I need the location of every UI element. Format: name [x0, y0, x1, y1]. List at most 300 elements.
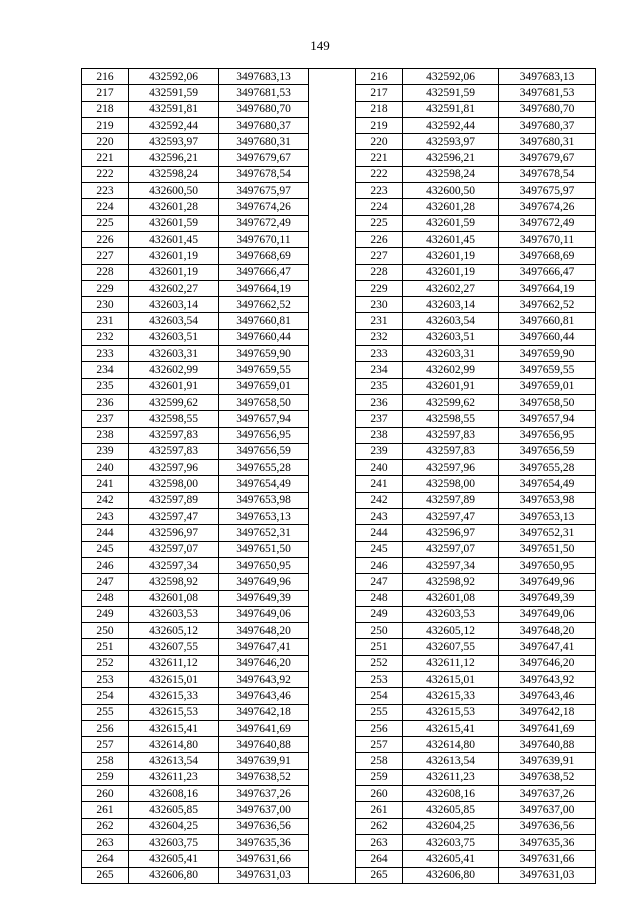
right-x-coordinate-cell: 432601,91: [403, 378, 499, 394]
table-row: [82, 134, 596, 150]
left-y-coordinate-cell: 3497681,53: [219, 85, 309, 101]
left-y-coordinate-cell: 3497660,44: [219, 329, 309, 345]
left-point-number-cell: 219: [82, 117, 129, 133]
right-x-coordinate-cell: 432615,53: [403, 704, 499, 720]
left-point-number-cell: 260: [82, 786, 129, 802]
column-gap: [309, 411, 356, 427]
table-row: [82, 851, 596, 867]
left-x-coordinate-cell: 432615,01: [129, 671, 219, 687]
left-y-coordinate-cell: 3497641,69: [219, 720, 309, 736]
table-row: [82, 655, 596, 671]
left-x-coordinate-cell: 432607,55: [129, 639, 219, 655]
left-x-coordinate-cell: 432603,14: [129, 297, 219, 313]
right-x-coordinate-cell: 432615,33: [403, 688, 499, 704]
left-y-coordinate-cell: 3497680,70: [219, 101, 309, 117]
right-point-number-cell: 257: [356, 737, 403, 753]
left-y-coordinate-cell: 3497652,31: [219, 525, 309, 541]
table-row: [82, 69, 596, 85]
column-gap: [309, 85, 356, 101]
right-x-coordinate-cell: 432591,81: [403, 101, 499, 117]
left-point-number-cell: 246: [82, 557, 129, 573]
column-gap: [309, 541, 356, 557]
right-y-coordinate-cell: 3497639,91: [499, 753, 596, 769]
column-gap: [309, 834, 356, 850]
left-x-coordinate-cell: 432597,34: [129, 557, 219, 573]
right-y-coordinate-cell: 3497652,31: [499, 525, 596, 541]
left-point-number-cell: 216: [82, 69, 129, 85]
left-x-coordinate-cell: 432597,83: [129, 443, 219, 459]
right-x-coordinate-cell: 432611,23: [403, 769, 499, 785]
left-point-number-cell: 262: [82, 818, 129, 834]
right-x-coordinate-cell: 432605,41: [403, 851, 499, 867]
right-y-coordinate-cell: 3497637,26: [499, 786, 596, 802]
column-gap: [309, 117, 356, 133]
right-y-coordinate-cell: 3497637,00: [499, 802, 596, 818]
table-row: [82, 280, 596, 296]
column-gap: [309, 704, 356, 720]
left-point-number-cell: 231: [82, 313, 129, 329]
table-row: [82, 590, 596, 606]
left-y-coordinate-cell: 3497680,31: [219, 134, 309, 150]
column-gap: [309, 818, 356, 834]
right-x-coordinate-cell: 432603,54: [403, 313, 499, 329]
right-x-coordinate-cell: 432593,97: [403, 134, 499, 150]
right-point-number-cell: 244: [356, 525, 403, 541]
right-point-number-cell: 232: [356, 329, 403, 345]
right-point-number-cell: 224: [356, 199, 403, 215]
left-point-number-cell: 242: [82, 492, 129, 508]
column-gap: [309, 280, 356, 296]
right-point-number-cell: 223: [356, 183, 403, 199]
left-x-coordinate-cell: 432592,44: [129, 117, 219, 133]
right-x-coordinate-cell: 432592,06: [403, 69, 499, 85]
right-x-coordinate-cell: 432601,28: [403, 199, 499, 215]
right-point-number-cell: 262: [356, 818, 403, 834]
right-y-coordinate-cell: 3497678,54: [499, 166, 596, 182]
table-row: [82, 215, 596, 231]
left-point-number-cell: 259: [82, 769, 129, 785]
right-point-number-cell: 229: [356, 280, 403, 296]
column-gap: [309, 313, 356, 329]
left-point-number-cell: 230: [82, 297, 129, 313]
right-point-number-cell: 228: [356, 264, 403, 280]
right-y-coordinate-cell: 3497649,39: [499, 590, 596, 606]
left-x-coordinate-cell: 432611,23: [129, 769, 219, 785]
table-row: [82, 411, 596, 427]
left-y-coordinate-cell: 3497647,41: [219, 639, 309, 655]
left-y-coordinate-cell: 3497675,97: [219, 183, 309, 199]
right-point-number-cell: 247: [356, 574, 403, 590]
table-row: [82, 867, 596, 883]
left-point-number-cell: 249: [82, 606, 129, 622]
right-point-number-cell: 260: [356, 786, 403, 802]
right-point-number-cell: 234: [356, 362, 403, 378]
right-x-coordinate-cell: 432597,83: [403, 443, 499, 459]
column-gap: [309, 362, 356, 378]
right-point-number-cell: 263: [356, 834, 403, 850]
table-row: [82, 231, 596, 247]
left-point-number-cell: 232: [82, 329, 129, 345]
column-gap: [309, 867, 356, 883]
column-gap: [309, 427, 356, 443]
column-gap: [309, 394, 356, 410]
table-row: [82, 639, 596, 655]
left-y-coordinate-cell: 3497650,95: [219, 557, 309, 573]
left-x-coordinate-cell: 432601,28: [129, 199, 219, 215]
left-x-coordinate-cell: 432602,99: [129, 362, 219, 378]
right-y-coordinate-cell: 3497664,19: [499, 280, 596, 296]
table-row: [82, 671, 596, 687]
right-x-coordinate-cell: 432597,34: [403, 557, 499, 573]
right-y-coordinate-cell: 3497631,03: [499, 867, 596, 883]
right-x-coordinate-cell: 432598,24: [403, 166, 499, 182]
left-y-coordinate-cell: 3497683,13: [219, 69, 309, 85]
left-y-coordinate-cell: 3497649,39: [219, 590, 309, 606]
right-y-coordinate-cell: 3497636,56: [499, 818, 596, 834]
right-x-coordinate-cell: 432597,47: [403, 509, 499, 525]
left-y-coordinate-cell: 3497664,19: [219, 280, 309, 296]
left-x-coordinate-cell: 432597,47: [129, 509, 219, 525]
right-x-coordinate-cell: 432600,50: [403, 183, 499, 199]
left-point-number-cell: 241: [82, 476, 129, 492]
right-point-number-cell: 225: [356, 215, 403, 231]
left-y-coordinate-cell: 3497679,67: [219, 150, 309, 166]
right-x-coordinate-cell: 432596,97: [403, 525, 499, 541]
right-x-coordinate-cell: 432598,92: [403, 574, 499, 590]
right-x-coordinate-cell: 432615,01: [403, 671, 499, 687]
left-point-number-cell: 217: [82, 85, 129, 101]
left-y-coordinate-cell: 3497659,01: [219, 378, 309, 394]
right-y-coordinate-cell: 3497653,13: [499, 509, 596, 525]
left-point-number-cell: 227: [82, 248, 129, 264]
right-x-coordinate-cell: 432613,54: [403, 753, 499, 769]
right-x-coordinate-cell: 432607,55: [403, 639, 499, 655]
right-point-number-cell: 265: [356, 867, 403, 883]
column-gap: [309, 851, 356, 867]
column-gap: [309, 753, 356, 769]
right-point-number-cell: 220: [356, 134, 403, 150]
table-row: [82, 492, 596, 508]
table-row: [82, 688, 596, 704]
right-x-coordinate-cell: 432601,08: [403, 590, 499, 606]
left-point-number-cell: 255: [82, 704, 129, 720]
left-point-number-cell: 235: [82, 378, 129, 394]
right-x-coordinate-cell: 432602,99: [403, 362, 499, 378]
right-point-number-cell: 219: [356, 117, 403, 133]
left-point-number-cell: 265: [82, 867, 129, 883]
right-y-coordinate-cell: 3497680,37: [499, 117, 596, 133]
right-y-coordinate-cell: 3497641,69: [499, 720, 596, 736]
right-point-number-cell: 216: [356, 69, 403, 85]
right-x-coordinate-cell: 432603,53: [403, 606, 499, 622]
left-x-coordinate-cell: 432601,91: [129, 378, 219, 394]
left-x-coordinate-cell: 432597,96: [129, 460, 219, 476]
left-y-coordinate-cell: 3497649,06: [219, 606, 309, 622]
table-row: [82, 101, 596, 117]
column-gap: [309, 720, 356, 736]
column-gap: [309, 590, 356, 606]
right-x-coordinate-cell: 432599,62: [403, 394, 499, 410]
left-y-coordinate-cell: 3497643,46: [219, 688, 309, 704]
right-y-coordinate-cell: 3497659,01: [499, 378, 596, 394]
right-point-number-cell: 218: [356, 101, 403, 117]
left-x-coordinate-cell: 432611,12: [129, 655, 219, 671]
table-row: [82, 346, 596, 362]
left-point-number-cell: 252: [82, 655, 129, 671]
left-x-coordinate-cell: 432603,31: [129, 346, 219, 362]
right-y-coordinate-cell: 3497683,13: [499, 69, 596, 85]
left-x-coordinate-cell: 432601,59: [129, 215, 219, 231]
column-gap: [309, 346, 356, 362]
column-gap: [309, 606, 356, 622]
column-gap: [309, 183, 356, 199]
right-y-coordinate-cell: 3497650,95: [499, 557, 596, 573]
column-gap: [309, 476, 356, 492]
left-x-coordinate-cell: 432591,59: [129, 85, 219, 101]
right-x-coordinate-cell: 432602,27: [403, 280, 499, 296]
right-y-coordinate-cell: 3497649,96: [499, 574, 596, 590]
right-y-coordinate-cell: 3497666,47: [499, 264, 596, 280]
right-point-number-cell: 217: [356, 85, 403, 101]
left-x-coordinate-cell: 432598,00: [129, 476, 219, 492]
left-y-coordinate-cell: 3497659,55: [219, 362, 309, 378]
left-x-coordinate-cell: 432603,54: [129, 313, 219, 329]
left-point-number-cell: 239: [82, 443, 129, 459]
right-point-number-cell: 221: [356, 150, 403, 166]
left-point-number-cell: 261: [82, 802, 129, 818]
right-x-coordinate-cell: 432603,75: [403, 834, 499, 850]
right-y-coordinate-cell: 3497640,88: [499, 737, 596, 753]
right-y-coordinate-cell: 3497672,49: [499, 215, 596, 231]
column-gap: [309, 671, 356, 687]
left-x-coordinate-cell: 432598,24: [129, 166, 219, 182]
left-x-coordinate-cell: 432592,06: [129, 69, 219, 85]
right-y-coordinate-cell: 3497648,20: [499, 623, 596, 639]
left-y-coordinate-cell: 3497653,98: [219, 492, 309, 508]
left-x-coordinate-cell: 432606,80: [129, 867, 219, 883]
coordinates-table: [81, 68, 596, 884]
right-x-coordinate-cell: 432603,51: [403, 329, 499, 345]
table-row: [82, 525, 596, 541]
right-y-coordinate-cell: 3497656,59: [499, 443, 596, 459]
table-row: [82, 574, 596, 590]
right-y-coordinate-cell: 3497646,20: [499, 655, 596, 671]
right-point-number-cell: 238: [356, 427, 403, 443]
left-point-number-cell: 251: [82, 639, 129, 655]
left-x-coordinate-cell: 432608,16: [129, 786, 219, 802]
right-x-coordinate-cell: 432605,85: [403, 802, 499, 818]
column-gap: [309, 655, 356, 671]
left-y-coordinate-cell: 3497639,91: [219, 753, 309, 769]
right-point-number-cell: 249: [356, 606, 403, 622]
page-number: 149: [310, 38, 330, 53]
right-point-number-cell: 233: [356, 346, 403, 362]
right-y-coordinate-cell: 3497662,52: [499, 297, 596, 313]
right-x-coordinate-cell: 432601,59: [403, 215, 499, 231]
left-y-coordinate-cell: 3497666,47: [219, 264, 309, 280]
column-gap: [309, 215, 356, 231]
right-x-coordinate-cell: 432608,16: [403, 786, 499, 802]
table-row: [82, 166, 596, 182]
table-row: [82, 150, 596, 166]
right-x-coordinate-cell: 432601,19: [403, 248, 499, 264]
left-y-coordinate-cell: 3497651,50: [219, 541, 309, 557]
left-point-number-cell: 263: [82, 834, 129, 850]
column-gap: [309, 150, 356, 166]
left-point-number-cell: 245: [82, 541, 129, 557]
right-y-coordinate-cell: 3497658,50: [499, 394, 596, 410]
left-point-number-cell: 236: [82, 394, 129, 410]
right-point-number-cell: 222: [356, 166, 403, 182]
right-point-number-cell: 256: [356, 720, 403, 736]
table-row: [82, 313, 596, 329]
left-point-number-cell: 228: [82, 264, 129, 280]
right-y-coordinate-cell: 3497643,46: [499, 688, 596, 704]
right-x-coordinate-cell: 432592,44: [403, 117, 499, 133]
table-row: [82, 753, 596, 769]
left-y-coordinate-cell: 3497656,95: [219, 427, 309, 443]
right-point-number-cell: 264: [356, 851, 403, 867]
right-y-coordinate-cell: 3497649,06: [499, 606, 596, 622]
table-row: [82, 329, 596, 345]
left-x-coordinate-cell: 432603,51: [129, 329, 219, 345]
column-gap: [309, 509, 356, 525]
left-y-coordinate-cell: 3497670,11: [219, 231, 309, 247]
left-x-coordinate-cell: 432600,50: [129, 183, 219, 199]
table-row: [82, 378, 596, 394]
left-x-coordinate-cell: 432596,21: [129, 150, 219, 166]
column-gap: [309, 329, 356, 345]
left-y-coordinate-cell: 3497656,59: [219, 443, 309, 459]
right-point-number-cell: 250: [356, 623, 403, 639]
column-gap: [309, 166, 356, 182]
right-point-number-cell: 251: [356, 639, 403, 655]
column-gap: [309, 378, 356, 394]
column-gap: [309, 574, 356, 590]
left-point-number-cell: 223: [82, 183, 129, 199]
left-point-number-cell: 257: [82, 737, 129, 753]
right-y-coordinate-cell: 3497680,31: [499, 134, 596, 150]
left-point-number-cell: 234: [82, 362, 129, 378]
left-point-number-cell: 225: [82, 215, 129, 231]
left-y-coordinate-cell: 3497646,20: [219, 655, 309, 671]
right-point-number-cell: 253: [356, 671, 403, 687]
right-y-coordinate-cell: 3497643,92: [499, 671, 596, 687]
left-y-coordinate-cell: 3497674,26: [219, 199, 309, 215]
right-y-coordinate-cell: 3497653,98: [499, 492, 596, 508]
left-point-number-cell: 233: [82, 346, 129, 362]
column-gap: [309, 786, 356, 802]
right-x-coordinate-cell: 432611,12: [403, 655, 499, 671]
left-point-number-cell: 240: [82, 460, 129, 476]
left-point-number-cell: 264: [82, 851, 129, 867]
right-point-number-cell: 230: [356, 297, 403, 313]
right-x-coordinate-cell: 432598,55: [403, 411, 499, 427]
left-x-coordinate-cell: 432597,89: [129, 492, 219, 508]
right-y-coordinate-cell: 3497681,53: [499, 85, 596, 101]
left-x-coordinate-cell: 432599,62: [129, 394, 219, 410]
right-y-coordinate-cell: 3497659,55: [499, 362, 596, 378]
right-y-coordinate-cell: 3497642,18: [499, 704, 596, 720]
left-y-coordinate-cell: 3497636,56: [219, 818, 309, 834]
table-row: [82, 737, 596, 753]
left-point-number-cell: 248: [82, 590, 129, 606]
table-row: [82, 443, 596, 459]
right-y-coordinate-cell: 3497680,70: [499, 101, 596, 117]
left-x-coordinate-cell: 432605,85: [129, 802, 219, 818]
left-x-coordinate-cell: 432601,45: [129, 231, 219, 247]
table-row: [82, 394, 596, 410]
right-x-coordinate-cell: 432606,80: [403, 867, 499, 883]
table-row: [82, 818, 596, 834]
left-x-coordinate-cell: 432601,19: [129, 248, 219, 264]
right-y-coordinate-cell: 3497674,26: [499, 199, 596, 215]
right-point-number-cell: 254: [356, 688, 403, 704]
column-gap: [309, 492, 356, 508]
left-y-coordinate-cell: 3497672,49: [219, 215, 309, 231]
right-y-coordinate-cell: 3497657,94: [499, 411, 596, 427]
left-y-coordinate-cell: 3497678,54: [219, 166, 309, 182]
right-x-coordinate-cell: 432603,31: [403, 346, 499, 362]
table-row: [82, 297, 596, 313]
right-x-coordinate-cell: 432615,41: [403, 720, 499, 736]
left-x-coordinate-cell: 432605,41: [129, 851, 219, 867]
right-y-coordinate-cell: 3497679,67: [499, 150, 596, 166]
column-gap: [309, 802, 356, 818]
left-x-coordinate-cell: 432601,08: [129, 590, 219, 606]
left-point-number-cell: 218: [82, 101, 129, 117]
left-x-coordinate-cell: 432602,27: [129, 280, 219, 296]
right-point-number-cell: 243: [356, 509, 403, 525]
right-x-coordinate-cell: 432591,59: [403, 85, 499, 101]
right-y-coordinate-cell: 3497635,36: [499, 834, 596, 850]
left-y-coordinate-cell: 3497662,52: [219, 297, 309, 313]
table-row: [82, 199, 596, 215]
left-point-number-cell: 238: [82, 427, 129, 443]
left-y-coordinate-cell: 3497631,66: [219, 851, 309, 867]
table-row: [82, 557, 596, 573]
left-point-number-cell: 222: [82, 166, 129, 182]
left-point-number-cell: 224: [82, 199, 129, 215]
column-gap: [309, 297, 356, 313]
column-gap: [309, 688, 356, 704]
column-gap: [309, 264, 356, 280]
left-y-coordinate-cell: 3497658,50: [219, 394, 309, 410]
table-row: [82, 786, 596, 802]
left-x-coordinate-cell: 432603,75: [129, 834, 219, 850]
left-x-coordinate-cell: 432593,97: [129, 134, 219, 150]
right-point-number-cell: 240: [356, 460, 403, 476]
right-point-number-cell: 258: [356, 753, 403, 769]
column-gap: [309, 460, 356, 476]
left-y-coordinate-cell: 3497659,90: [219, 346, 309, 362]
left-point-number-cell: 226: [82, 231, 129, 247]
left-y-coordinate-cell: 3497660,81: [219, 313, 309, 329]
right-y-coordinate-cell: 3497660,44: [499, 329, 596, 345]
left-y-coordinate-cell: 3497640,88: [219, 737, 309, 753]
right-x-coordinate-cell: 432601,45: [403, 231, 499, 247]
table-row: [82, 248, 596, 264]
column-gap: [309, 443, 356, 459]
right-point-number-cell: 242: [356, 492, 403, 508]
right-point-number-cell: 237: [356, 411, 403, 427]
left-point-number-cell: 254: [82, 688, 129, 704]
table-row: [82, 769, 596, 785]
left-x-coordinate-cell: 432597,83: [129, 427, 219, 443]
right-point-number-cell: 226: [356, 231, 403, 247]
right-x-coordinate-cell: 432597,07: [403, 541, 499, 557]
table-row: [82, 85, 596, 101]
